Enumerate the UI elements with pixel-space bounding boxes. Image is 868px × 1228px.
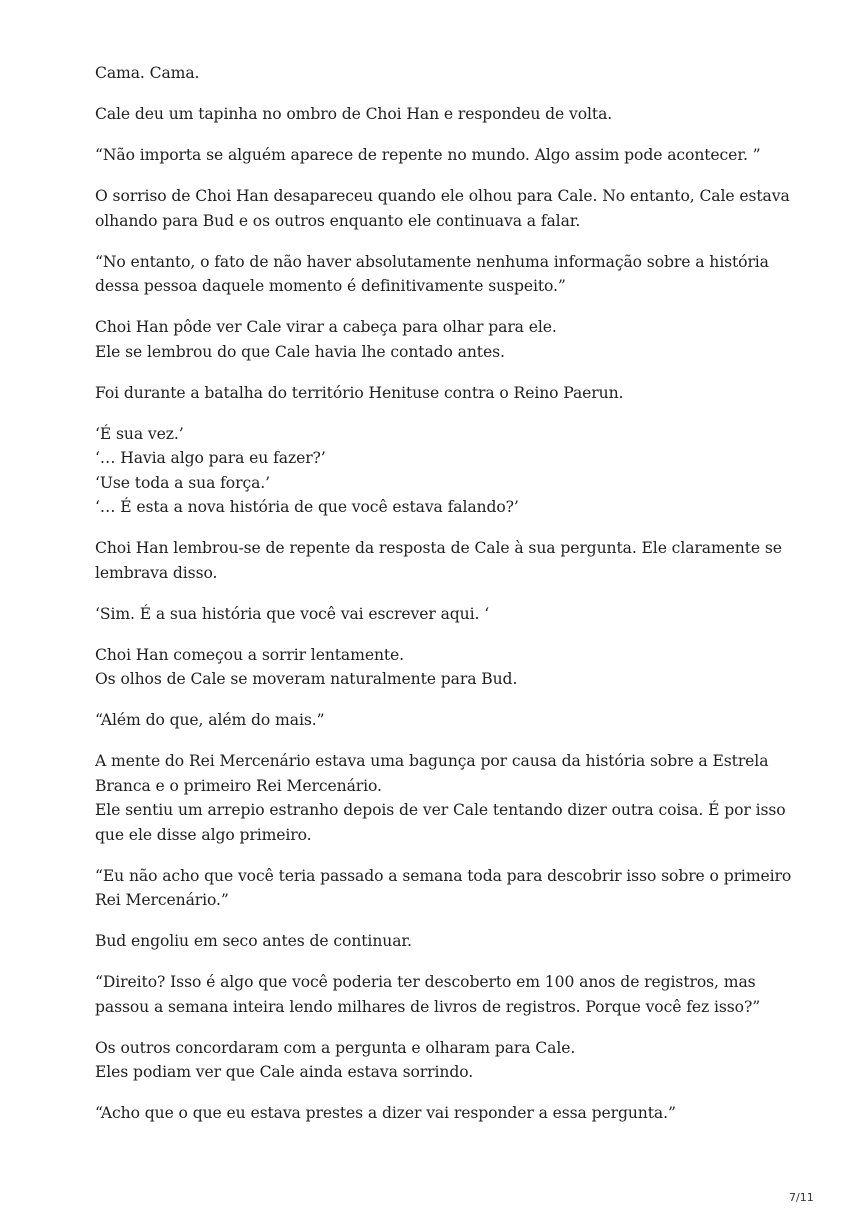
- paragraph: [95, 422, 795, 520]
- text-line: passou a semana inteira lendo milhares de livros de registros. Porque você fez isso?”: [95, 997, 761, 1016]
- paragraph: [95, 250, 795, 299]
- paragraph: [95, 61, 795, 86]
- text-line: ‘… Havia algo para eu fazer?’: [95, 449, 326, 467]
- document-page: [95, 61, 795, 1142]
- text-line: Choi Han pôde ver Cale virar a cabeça para olhar para ele.: [95, 318, 557, 336]
- text-line: Cale deu um tapinha no ombro de Choi Han e respondeu de volta.: [95, 105, 613, 123]
- text-line: Choi Han começou a sorrir lentamente.: [95, 645, 405, 664]
- text-line: “Além do que, além do mais.”: [95, 711, 325, 729]
- text-line: ‘Sim. É a sua história que você vai escrever aqui. ‘: [95, 604, 490, 623]
- paragraph: [95, 536, 795, 585]
- text-line: A mente do Rei Mercenário estava uma bagunça por causa da história sobre a Estrela: [95, 752, 769, 770]
- text-line: Choi Han lembrou-se de repente da resposta de Cale à sua pergunta. Ele claramente se: [95, 539, 782, 557]
- text-line: O sorriso de Choi Han desapareceu quando ele olhou para Cale. No entanto, Cale estava: [95, 187, 790, 205]
- paragraph: [95, 315, 795, 364]
- paragraph: [95, 184, 795, 233]
- text-line: “Acho que o que eu estava prestes a dizer vai responder a essa pergunta.”: [95, 1104, 676, 1122]
- text-line: “Direito? Isso é algo que você poderia ter descoberto em 100 anos de registros, mas: [95, 973, 756, 991]
- text-line: ‘… É esta a nova história de que você estava falando?’: [95, 498, 519, 516]
- page-number: 7/11: [789, 1191, 814, 1204]
- text-line: Ele sentiu um arrepio estranho depois de ver Cale tentando dizer outra coisa. É por isso: [95, 801, 786, 819]
- text-line: Bud engoliu em seco antes de continuar.: [95, 932, 412, 950]
- paragraph: [95, 1036, 795, 1085]
- text-line: “Eu não acho que você teria passado a semana toda para descobrir isso sobre o primeiro: [95, 866, 792, 885]
- text-line: “Não importa se alguém aparece de repente no mundo. Algo assim pode acontecer. ”: [95, 146, 761, 164]
- paragraph: [95, 1101, 795, 1126]
- paragraph: [95, 708, 795, 733]
- text-line: olhando para Bud e os outros enquanto ele continuava a falar.: [95, 211, 581, 230]
- text-line: “No entanto, o fato de não haver absolutamente nenhuma informação sobre a história: [95, 252, 769, 271]
- paragraph: [95, 929, 795, 954]
- text-line: Branca e o primeiro Rei Mercenário.: [95, 776, 382, 795]
- text-line: ‘É sua vez.’: [95, 424, 184, 443]
- text-line: lembrava disso.: [95, 563, 218, 582]
- text-line: que ele disse algo primeiro.: [95, 825, 312, 844]
- text-line: Ele se lembrou do que Cale havia lhe contado antes.: [95, 342, 505, 361]
- paragraph: [95, 970, 795, 1019]
- paragraph: [95, 749, 795, 847]
- paragraph: [95, 643, 795, 692]
- paragraph: [95, 143, 795, 168]
- paragraph: [95, 102, 795, 127]
- paragraph: [95, 602, 795, 627]
- paragraph: [95, 381, 795, 406]
- text-line: Eles podiam ver que Cale ainda estava sorrindo.: [95, 1063, 474, 1081]
- text-line: ‘Use toda a sua força.’: [95, 473, 270, 492]
- text-line: Rei Mercenário.”: [95, 891, 229, 909]
- text-line: Foi durante a batalha do território Henituse contra o Reino Paerun.: [95, 383, 624, 402]
- text-line: dessa pessoa daquele momento é definitivamente suspeito.”: [95, 277, 566, 295]
- text-line: Os olhos de Cale se moveram naturalmente para Bud.: [95, 670, 518, 688]
- text-line: Os outros concordaram com a pergunta e olharam para Cale.: [95, 1038, 576, 1057]
- paragraph: [95, 864, 795, 913]
- text-line: Cama. Cama.: [95, 64, 200, 82]
